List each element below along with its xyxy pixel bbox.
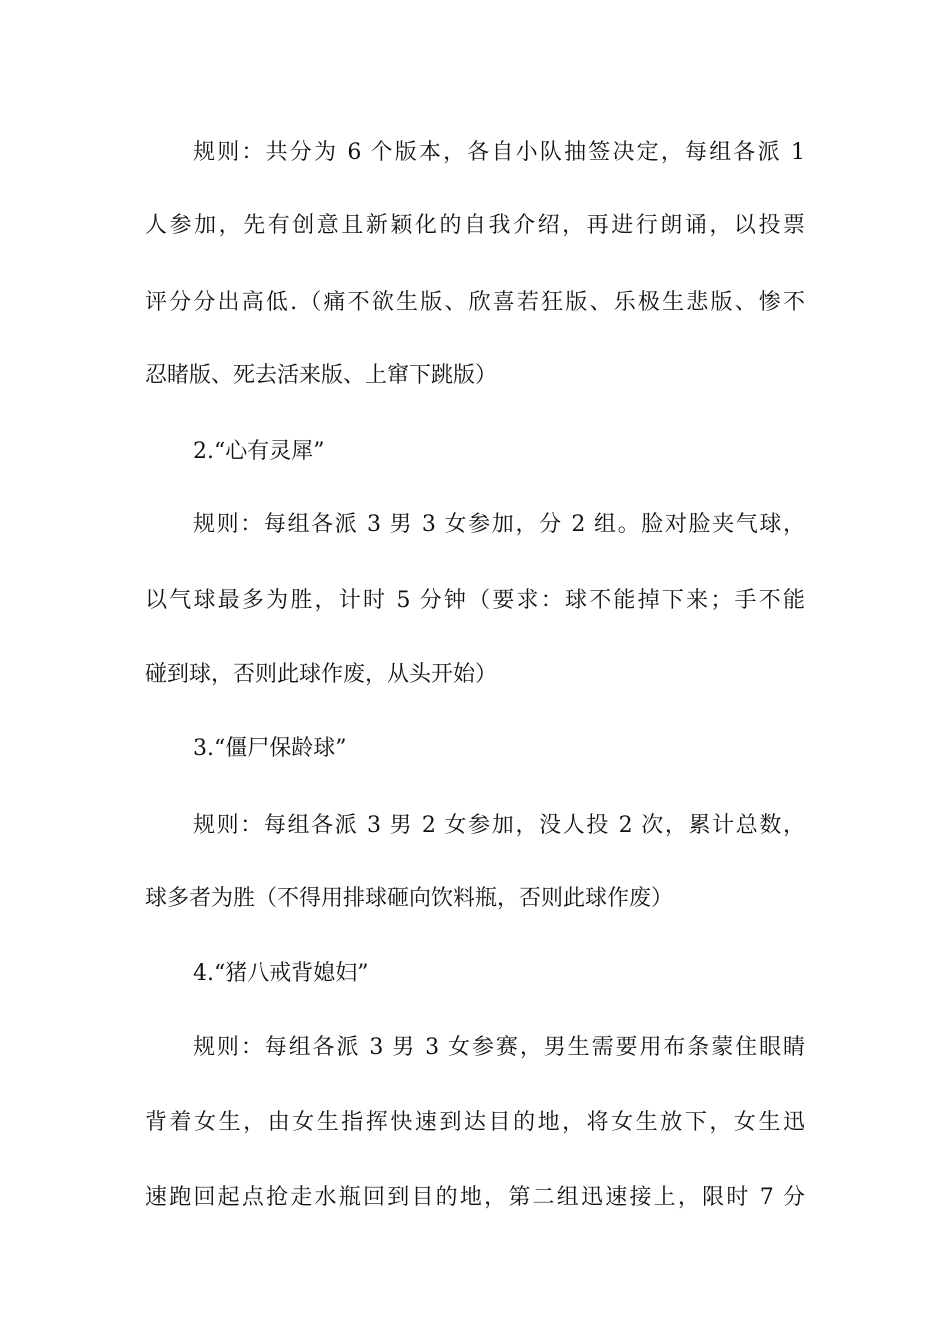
rule-3-line-2: 球多者为胜（不得用排球砸向饮料瓶，否则此球作废） [145, 886, 674, 911]
section-heading-3: 3.“僵尸保龄球” [193, 736, 347, 761]
rule-1-line-4: 忍睹版、死去活来版、上窜下跳版） [145, 363, 498, 388]
rule-3-line-1: 规则：每组各派 3 男 2 女参加，没人投 2 次，累计总数， [193, 813, 805, 838]
rule-2-line-2: 以气球最多为胜，计时 5 分钟（要求：球不能掉下来；手不能 [145, 588, 805, 613]
rule-4-line-1: 规则：每组各派 3 男 3 女参赛，男生需要用布条蒙住眼睛 [193, 1035, 805, 1060]
rule-4-line-2: 背着女生，由女生指挥快速到达目的地，将女生放下，女生迅 [145, 1110, 805, 1135]
rule-4-line-3: 速跑回起点抢走水瓶回到目的地，第二组迅速接上，限时 7 分 [145, 1185, 805, 1210]
rule-1-line-2: 人参加，先有创意且新颖化的自我介绍，再进行朗诵，以投票 [145, 213, 805, 238]
rule-1-line-1: 规则：共分为 6 个版本，各自小队抽签决定，每组各派 1 [193, 140, 805, 165]
rule-2-line-1: 规则：每组各派 3 男 3 女参加，分 2 组。脸对脸夹气球， [193, 512, 805, 537]
section-heading-2: 2.“心有灵犀” [193, 439, 325, 464]
section-heading-4: 4.“猪八戒背媳妇” [193, 961, 369, 986]
rule-1-line-3: 评分分出高低.（痛不欲生版、欣喜若狂版、乐极生悲版、惨不 [145, 290, 805, 315]
rule-2-line-3: 碰到球，否则此球作废，从头开始） [145, 662, 498, 687]
